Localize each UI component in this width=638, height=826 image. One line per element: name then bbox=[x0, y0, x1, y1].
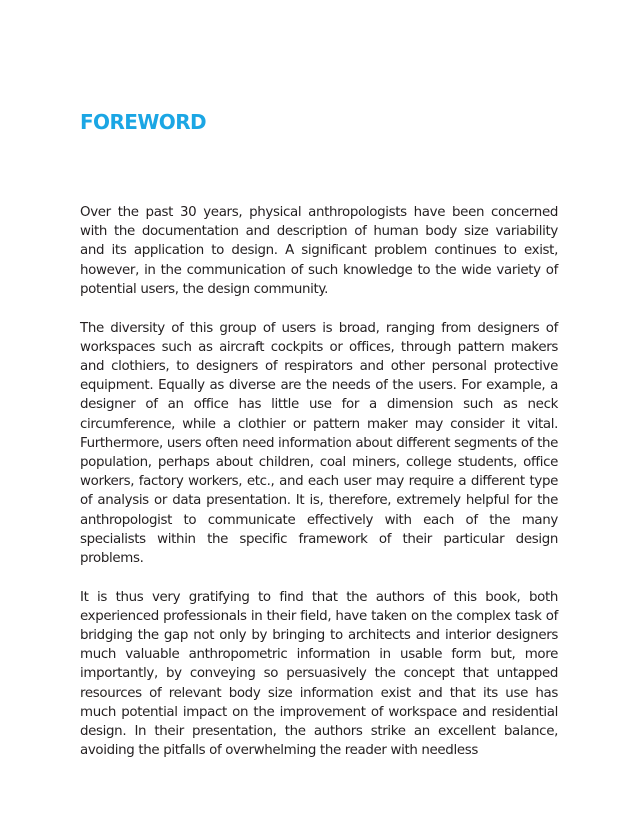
paragraph-2: The diversity of this group of users is broad, ranging from designers of workspaces such as aircraft cockpits or offices, through pattern makers and clothiers, to designers of respirators and other personal protective equipment. Equally as diverse are the needs of the users. For example, a designer of an office has little use for a dimension such as neck circumference, while a clothier or pattern maker may consider it vital. Furthermore, users often need information about different segments of the population, perhaps about children, coal miners, college students, office workers, factory workers, etc., and each user may require a different type of analysis or data presentation. It is, therefore, extremely helpful for the anthropologist to communicate effectively with each of the many specialists within the specific framework of their particular design problems. bbox=[80, 320, 558, 566]
page-title: FOREWORD bbox=[80, 110, 206, 134]
paragraph-1: Over the past 30 years, physical anthropologists have been concerned with the documentation and description of human body size variability and its application to design. A significant problem continues to exist, however, in the communication of such knowledge to the wide variety of potential users, the design community. bbox=[80, 205, 558, 297]
paragraph-3: It is thus very gratifying to find that the authors of this book, both experienced professionals in their field, have taken on the complex task of bridging the gap not only by bringing to architects and interior designers much valuable anthropometric information in usable form but, more importantly, by conveying so persuasively the concept that untapped resources of relevant body size information exist and that its use has much potential impact on the improvement of workspace and residential design. In their presentation, the authors strike an excellent balance, avoiding the pitfalls of overwhelming the reader with needless bbox=[80, 589, 558, 759]
body-text bbox=[80, 203, 558, 780]
